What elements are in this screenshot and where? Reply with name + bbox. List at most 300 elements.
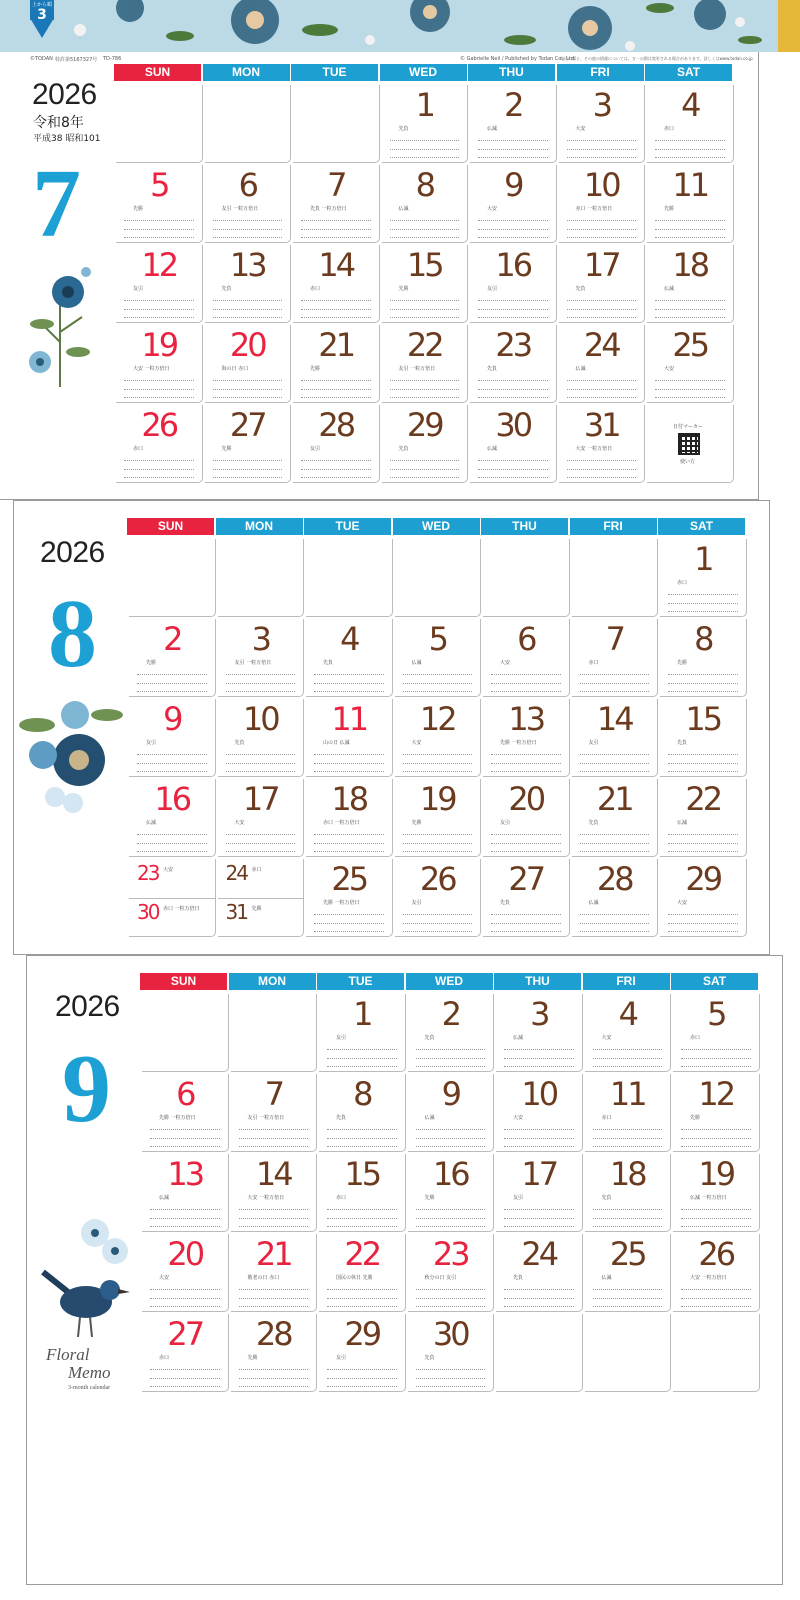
rokuyo-label: 赤口 (601, 1115, 612, 1121)
writing-line (580, 851, 650, 852)
day-cell[interactable] (382, 245, 469, 323)
writing-line (567, 380, 637, 381)
date-number: 12 (698, 1075, 734, 1113)
writing-line (567, 140, 637, 141)
date-number: 11 (331, 700, 367, 738)
writing-line (327, 1209, 397, 1210)
day-cell[interactable] (142, 1154, 229, 1232)
writing-line (681, 1146, 751, 1147)
day-cell[interactable] (585, 1074, 672, 1152)
day-cell[interactable] (293, 325, 380, 403)
writing-line (327, 1386, 397, 1387)
rokuyo-label: 仏滅 (677, 820, 688, 826)
rokuyo-label: 先負 (424, 1035, 435, 1041)
day-cell[interactable] (382, 85, 469, 163)
writing-line (213, 229, 283, 230)
writing-line (403, 771, 473, 772)
date-number: 17 (242, 780, 278, 818)
rokuyo-label: 先負 (336, 1115, 347, 1121)
day-cell[interactable] (470, 245, 557, 323)
day-cell[interactable] (231, 1314, 318, 1392)
writing-line (150, 1386, 220, 1387)
writing-line (226, 683, 296, 684)
date-number: 4 (340, 620, 358, 658)
month-numeral-august: 8 (48, 580, 97, 688)
writing-line (416, 1369, 486, 1370)
writing-line (668, 754, 738, 755)
day-cell[interactable] (231, 1234, 318, 1312)
writing-line (681, 1129, 751, 1130)
day-cell[interactable] (395, 779, 482, 857)
writing-line (239, 1298, 309, 1299)
writing-line (655, 220, 725, 221)
date-number: 13 (508, 700, 544, 738)
writing-line (478, 469, 548, 470)
writing-line (390, 389, 460, 390)
rokuyo-label: 大安 (664, 366, 675, 372)
writing-line (314, 914, 384, 915)
writing-line (403, 674, 473, 675)
writing-line (314, 763, 384, 764)
writing-line (491, 691, 561, 692)
writing-line (478, 300, 548, 301)
day-cell[interactable] (205, 325, 292, 403)
writing-line (226, 763, 296, 764)
day-cell[interactable] (395, 619, 482, 697)
writing-line (478, 380, 548, 381)
date-number: 4 (681, 86, 699, 124)
writing-line (681, 1049, 751, 1050)
writing-line (150, 1289, 220, 1290)
weekday-header-fri: FRI (557, 64, 644, 81)
day-cell[interactable] (142, 1314, 229, 1392)
date-number: 8 (694, 620, 712, 658)
day-cell[interactable] (572, 859, 659, 937)
rokuyo-label: 先勝 (247, 1355, 258, 1361)
writing-line (478, 389, 548, 390)
date-number: 9 (504, 166, 522, 204)
writing-line (124, 469, 194, 470)
date-number: 24 (583, 326, 619, 364)
weekday-header-wed: WED (393, 518, 480, 535)
writing-line (213, 300, 283, 301)
writing-line (390, 140, 460, 141)
writing-line (390, 460, 460, 461)
writing-line (504, 1298, 574, 1299)
rokuyo-label: 大安 (500, 660, 511, 666)
writing-line (478, 140, 548, 141)
day-cell[interactable] (470, 325, 557, 403)
writing-line (124, 300, 194, 301)
day-cell[interactable] (142, 1074, 229, 1152)
rokuyo-label: 赤口 (310, 286, 321, 292)
writing-line (593, 1058, 663, 1059)
writing-line (504, 1066, 574, 1067)
rokuyo-label: 赤口 (251, 867, 262, 873)
day-cell[interactable] (559, 85, 646, 163)
writing-line (580, 763, 650, 764)
rokuyo-label: 友引 (133, 286, 144, 292)
weekday-header-tue: TUE (304, 518, 391, 535)
date-number: 5 (707, 995, 725, 1033)
day-cell[interactable] (205, 245, 292, 323)
writing-line (491, 914, 561, 915)
day-cell[interactable] (673, 994, 760, 1072)
writing-line (416, 1138, 486, 1139)
date-number: 16 (495, 246, 531, 284)
writing-line (580, 683, 650, 684)
half-day[interactable] (129, 898, 215, 937)
day-cell[interactable] (673, 1234, 760, 1312)
date-number: 13 (229, 246, 265, 284)
writing-line (416, 1306, 486, 1307)
weekday-header-sun: SUN (127, 518, 214, 535)
writing-line (314, 674, 384, 675)
day-cell[interactable] (559, 245, 646, 323)
day-cell[interactable] (395, 859, 482, 937)
writing-line (668, 851, 738, 852)
writing-line (327, 1218, 397, 1219)
day-cell[interactable] (116, 165, 203, 243)
day-cell[interactable] (306, 699, 393, 777)
date-number: 29 (406, 406, 442, 444)
writing-line (681, 1218, 751, 1219)
day-cell[interactable] (673, 1154, 760, 1232)
day-cell[interactable] (408, 1074, 495, 1152)
rokuyo-label: 先勝 (664, 206, 675, 212)
day-cell[interactable] (483, 619, 570, 697)
writing-line (478, 397, 548, 398)
writing-line (478, 220, 548, 221)
writing-line (504, 1146, 574, 1147)
date-number: 24 (521, 1235, 557, 1273)
writing-line (137, 851, 207, 852)
day-cell[interactable] (673, 1074, 760, 1152)
rokuyo-label: 友引 一粒万倍日 (221, 206, 259, 212)
day-cell[interactable] (293, 405, 380, 483)
writing-line (403, 923, 473, 924)
writing-line (301, 469, 371, 470)
day-cell[interactable] (647, 245, 734, 323)
day-cell[interactable] (496, 1154, 583, 1232)
weekday-header-fri: FRI (570, 518, 657, 535)
writing-line (226, 843, 296, 844)
writing-line (668, 763, 738, 764)
day-cell[interactable] (116, 405, 203, 483)
writing-line (655, 149, 725, 150)
date-number: 4 (618, 995, 636, 1033)
date-number: 13 (167, 1155, 203, 1193)
day-cell[interactable] (470, 405, 557, 483)
writing-line (567, 397, 637, 398)
date-number: 29 (685, 860, 721, 898)
empty-day-cell (231, 994, 318, 1072)
rokuyo-label: 先負 (487, 366, 498, 372)
day-cell[interactable] (306, 859, 393, 937)
writing-line (390, 229, 460, 230)
day-cell[interactable] (559, 165, 646, 243)
date-number: 8 (353, 1075, 371, 1113)
writing-line (137, 754, 207, 755)
writing-line (655, 309, 725, 310)
day-cell[interactable] (395, 699, 482, 777)
writing-line (124, 397, 194, 398)
rokuyo-label: 大安 一粒万倍日 (690, 1275, 727, 1281)
writing-line (655, 157, 725, 158)
day-cell[interactable] (585, 1234, 672, 1312)
day-cell[interactable] (660, 619, 747, 697)
order-tab-label: 上から順 (31, 2, 52, 8)
date-number: 14 (596, 700, 632, 738)
day-cell[interactable] (572, 779, 659, 857)
day-cell[interactable] (660, 699, 747, 777)
date-number: 3 (251, 620, 269, 658)
empty-day-cell (483, 539, 570, 617)
rokuyo-label: 先負 一粒万倍日 (310, 206, 347, 212)
writing-line (593, 1298, 663, 1299)
floral-title-line2: Memo (68, 1363, 111, 1382)
date-number: 29 (344, 1315, 380, 1353)
day-cell[interactable] (319, 1074, 406, 1152)
writing-line (150, 1209, 220, 1210)
rokuyo-label: 赤口 一粒万倍日 (575, 206, 613, 212)
day-cell[interactable] (116, 325, 203, 403)
writing-line (504, 1306, 574, 1307)
date-number: 26 (698, 1235, 734, 1273)
date-number: 28 (596, 860, 632, 898)
order-tab (30, 0, 54, 40)
day-cell[interactable] (496, 994, 583, 1072)
rokuyo-label: 敬老の日 赤口 (247, 1275, 280, 1281)
date-number: 27 (508, 860, 544, 898)
weekday-header-sun: SUN (140, 973, 227, 990)
day-cell[interactable] (293, 245, 380, 323)
day-cell[interactable] (129, 619, 216, 697)
writing-line (124, 309, 194, 310)
writing-line (314, 834, 384, 835)
date-number: 22 (406, 326, 442, 364)
writing-line (567, 389, 637, 390)
day-cell[interactable] (660, 859, 747, 937)
rokuyo-label: 友引 (487, 286, 498, 292)
writing-line (567, 300, 637, 301)
day-cell[interactable] (496, 1234, 583, 1312)
rokuyo-label: 赤口 (159, 1355, 170, 1361)
rokuyo-label: 大安 一粒万倍日 (133, 366, 170, 372)
rokuyo-label: 先勝 (411, 820, 422, 826)
year-july: 2026 (32, 78, 97, 111)
day-cell[interactable] (319, 1154, 406, 1232)
writing-line (314, 843, 384, 844)
day-cell[interactable] (408, 1234, 495, 1312)
day-cell[interactable] (470, 165, 557, 243)
writing-line (593, 1066, 663, 1067)
day-cell[interactable] (647, 325, 734, 403)
weekday-header-sun: SUN (114, 64, 201, 81)
date-number: 12 (141, 246, 177, 284)
writing-line (580, 691, 650, 692)
empty-day-cell (585, 1314, 672, 1392)
writing-line (327, 1289, 397, 1290)
writing-line (226, 754, 296, 755)
writing-line (681, 1058, 751, 1059)
floral-title-line3: 3-month calendar (68, 1385, 111, 1391)
weekday-header-tue: TUE (291, 64, 378, 81)
day-cell[interactable] (559, 405, 646, 483)
date-number: 1 (415, 86, 433, 124)
empty-day-cell (306, 539, 393, 617)
date-number: 7 (264, 1075, 282, 1113)
day-cell[interactable] (205, 165, 292, 243)
rokuyo-label: 友引 (336, 1355, 347, 1361)
writing-line (668, 931, 738, 932)
day-cell[interactable] (306, 779, 393, 857)
day-cell[interactable] (483, 859, 570, 937)
writing-line (314, 931, 384, 932)
date-number: 28 (318, 406, 354, 444)
date-number: 2 (163, 620, 181, 658)
day-cell[interactable] (470, 85, 557, 163)
day-cell[interactable] (382, 325, 469, 403)
weekday-header-sat: SAT (671, 973, 758, 990)
writing-line (403, 851, 473, 852)
day-cell[interactable] (496, 1074, 583, 1152)
writing-line (504, 1218, 574, 1219)
writing-line (327, 1226, 397, 1227)
writing-line (314, 754, 384, 755)
day-cell[interactable] (660, 539, 747, 617)
date-number: 25 (331, 860, 367, 898)
rokuyo-label: 先負 (424, 1355, 435, 1361)
rokuyo-label: 先負 (398, 446, 409, 452)
writing-line (504, 1138, 574, 1139)
day-cell[interactable] (129, 699, 216, 777)
day-cell[interactable] (572, 619, 659, 697)
rokuyo-label: 先勝 一粒万倍日 (159, 1115, 196, 1121)
qr-cell[interactable] (647, 405, 734, 483)
day-cell[interactable] (408, 994, 495, 1072)
day-cell[interactable] (218, 619, 305, 697)
day-cell[interactable] (319, 1234, 406, 1312)
day-cell[interactable] (205, 405, 292, 483)
day-cell[interactable] (647, 165, 734, 243)
writing-line (137, 691, 207, 692)
weekday-header-fri: FRI (583, 973, 670, 990)
writing-line (668, 843, 738, 844)
writing-line (491, 683, 561, 684)
writing-line (403, 843, 473, 844)
day-cell[interactable] (660, 779, 747, 857)
writing-line (491, 851, 561, 852)
writing-line (491, 771, 561, 772)
rokuyo-label: 大安 一粒万倍日 (575, 446, 613, 452)
rokuyo-label: 友引 一粒万倍日 (398, 366, 436, 372)
day-cell[interactable] (231, 1074, 318, 1152)
day-cell[interactable] (319, 994, 406, 1072)
rokuyo-label: 仏滅 (487, 126, 498, 132)
day-cell[interactable] (647, 85, 734, 163)
day-cell[interactable] (585, 1154, 672, 1232)
day-cell[interactable] (116, 245, 203, 323)
day-cell[interactable] (585, 994, 672, 1072)
writing-line (416, 1066, 486, 1067)
day-cell[interactable] (408, 1314, 495, 1392)
date-number: 23 (495, 326, 531, 364)
writing-line (124, 389, 194, 390)
writing-line (491, 834, 561, 835)
date-number: 19 (698, 1155, 734, 1193)
date-number: 10 (242, 700, 278, 738)
writing-line (239, 1138, 309, 1139)
day-cell[interactable] (218, 779, 305, 857)
writing-line (655, 237, 725, 238)
day-cell[interactable] (408, 1154, 495, 1232)
writing-line (390, 469, 460, 470)
writing-line (301, 380, 371, 381)
day-cell[interactable] (293, 165, 380, 243)
rokuyo-label: 先負 (323, 660, 334, 666)
day-cell[interactable] (382, 405, 469, 483)
writing-line (137, 843, 207, 844)
half-day[interactable] (218, 859, 304, 899)
writing-line (668, 923, 738, 924)
date-number: 21 (255, 1235, 291, 1273)
writing-line (491, 763, 561, 764)
day-cell[interactable] (382, 165, 469, 243)
writing-line (593, 1218, 663, 1219)
half-day[interactable] (218, 898, 304, 937)
day-cell[interactable] (306, 619, 393, 697)
writing-line (593, 1226, 663, 1227)
day-cell[interactable] (142, 1234, 229, 1312)
writing-line (213, 389, 283, 390)
rokuyo-label: 先負 (601, 1195, 612, 1201)
split-day-cell[interactable] (218, 859, 305, 937)
rokuyo-label: 先勝 (690, 1115, 701, 1121)
day-cell[interactable] (572, 699, 659, 777)
rokuyo-label: 先勝 (133, 206, 144, 212)
writing-line (478, 317, 548, 318)
writing-line (478, 477, 548, 478)
writing-line (668, 771, 738, 772)
writing-line (478, 157, 548, 158)
date-number: 6 (176, 1075, 194, 1113)
writing-line (403, 691, 473, 692)
day-cell[interactable] (218, 699, 305, 777)
empty-day-cell (673, 1314, 760, 1392)
date-number: 18 (331, 780, 367, 818)
date-number: 12 (419, 700, 455, 738)
day-cell[interactable] (483, 779, 570, 857)
half-day[interactable] (129, 859, 215, 899)
writing-line (668, 914, 738, 915)
day-cell[interactable] (483, 699, 570, 777)
writing-line (593, 1049, 663, 1050)
day-cell[interactable] (319, 1314, 406, 1392)
empty-day-cell (142, 994, 229, 1072)
writing-line (124, 237, 194, 238)
writing-line (504, 1209, 574, 1210)
weekday-header-thu: THU (494, 973, 581, 990)
day-cell[interactable] (129, 779, 216, 857)
day-cell[interactable] (559, 325, 646, 403)
writing-line (150, 1146, 220, 1147)
date-number: 25 (609, 1235, 645, 1273)
date-number: 14 (255, 1155, 291, 1193)
split-day-cell[interactable] (129, 859, 216, 937)
date-number: 8 (415, 166, 433, 204)
day-cell[interactable] (231, 1154, 318, 1232)
